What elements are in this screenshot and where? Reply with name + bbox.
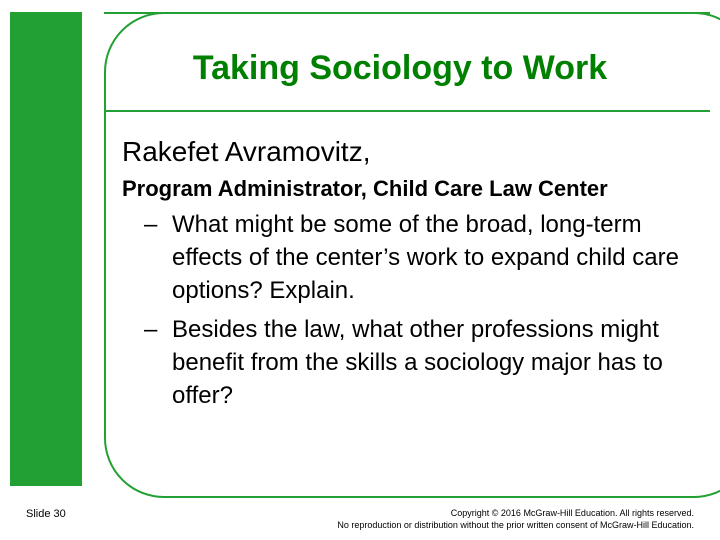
slide-content [122,134,692,418]
dash-bullet: – [144,211,158,238]
left-green-bar [10,12,82,486]
reproduction-notice: No reproduction or distribution without the prior written consent of McGraw-Hill Education. [337,520,694,530]
dash-bullet: – [144,316,158,343]
question-text: What might be some of the broad, long-term effects of the center’s work to expand child care options? Explain. [172,211,679,304]
title-rule [104,110,710,112]
person-role: Program Administrator, Child Care Law Center [122,176,608,201]
question-item [122,313,692,412]
copyright-line: Copyright © 2016 McGraw-Hill Education. All rights reserved. [450,508,694,518]
question-list [122,208,692,412]
top-rule [104,12,710,14]
slide-title: Taking Sociology to Work [192,49,608,87]
copyright-notice [337,507,694,531]
person-name: Rakefet Avramovitz, [122,136,371,167]
question-item [122,208,692,307]
slide-number: Slide 30 [26,508,66,520]
question-text: Besides the law, what other professions might benefit from the skills a sociology major has to offer? [172,316,663,409]
